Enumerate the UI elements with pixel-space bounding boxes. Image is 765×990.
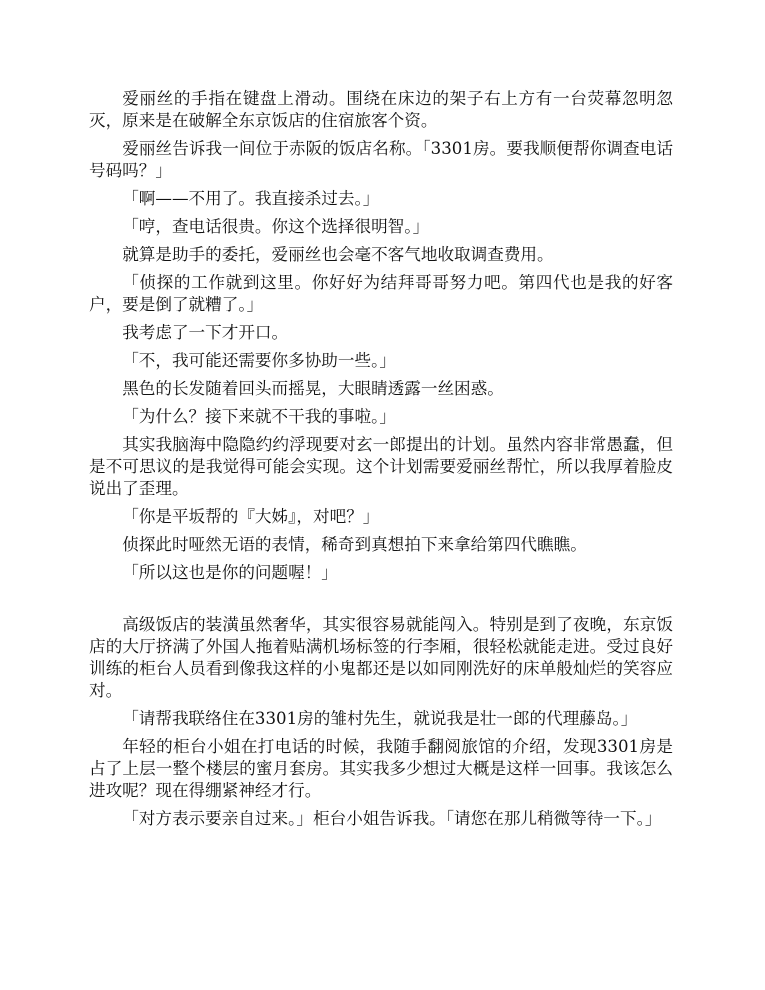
- paragraph: 高级饭店的装潢虽然奢华，其实很容易就能闯入。特别是到了夜晚，东京饭店的大厅挤满了外国人拖着贴满机场标签的行李厢，很轻松就能走进。受过良好训练的柜台人员看到像我这样的小鬼都还是以如同刚洗好的床单般灿烂的笑容应对。: [89, 615, 673, 700]
- paragraph: 就算是助手的委托，爱丽丝也会毫不客气地收取调查费用。: [122, 245, 554, 264]
- paragraph: 年轻的柜台小姐在打电话的时候，我随手翻阅旅馆的介绍，发现3301房是占了上层一整个楼层的蜜月套房。其实我多少想过大概是这样一回事。我该怎么进攻呢？现在得绷紧神经才行。: [89, 737, 673, 800]
- paragraph: 爱丽丝告诉我一间位于赤阪的饭店名称。「3301房。要我顺便帮你调查电话号码吗？」: [89, 139, 673, 180]
- paragraph: 「你是平坂帮的『大姊』，对吧？」: [122, 507, 380, 526]
- paragraph: 「哼，查电话很贵。你这个选择很明智。」: [122, 217, 430, 236]
- paragraph: 「请帮我联络住在3301房的雏村先生，就说我是壮一郎的代理藤岛。」: [122, 709, 638, 728]
- paragraph: 「啊——不用了。我直接杀过去。」: [122, 189, 380, 208]
- paragraph: 「所以这也是你的问题喔！」: [122, 563, 338, 582]
- section-break: [89, 590, 673, 614]
- paragraph: 「不，我可能还需要你多协助一些。」: [122, 351, 396, 370]
- paragraph: 侦探此时哑然无语的表情，稀奇到真想拍下来拿给第四代瞧瞧。: [122, 535, 587, 554]
- paragraph: 「对方表示要亲自过来。」柜台小姐告诉我。「请您在那儿稍微等待一下。」: [122, 809, 662, 828]
- document-page: [89, 88, 673, 836]
- paragraph: 黑色的长发随着回头而摇晃，大眼睛透露一丝困惑。: [122, 379, 504, 398]
- paragraph: 我考虑了一下才开口。: [122, 323, 289, 342]
- paragraph: 爱丽丝的手指在键盘上滑动。围绕在床边的架子右上方有一台荧幕忽明忽灭，原来是在破解全东京饭店的住宿旅客个资。: [89, 89, 673, 130]
- paragraph: 「为什么？接下来就不干我的事啦。」: [122, 407, 396, 426]
- paragraph: 其实我脑海中隐隐约约浮现要对玄一郎提出的计划。虽然内容非常愚蠢，但是不可思议的是我觉得可能会实现。这个计划需要爱丽丝帮忙，所以我厚着脸皮说出了歪理。: [89, 435, 673, 498]
- paragraph: 「侦探的工作就到这里。你好好为结拜哥哥努力吧。第四代也是我的好客户，要是倒了就糟了。」: [89, 273, 673, 314]
